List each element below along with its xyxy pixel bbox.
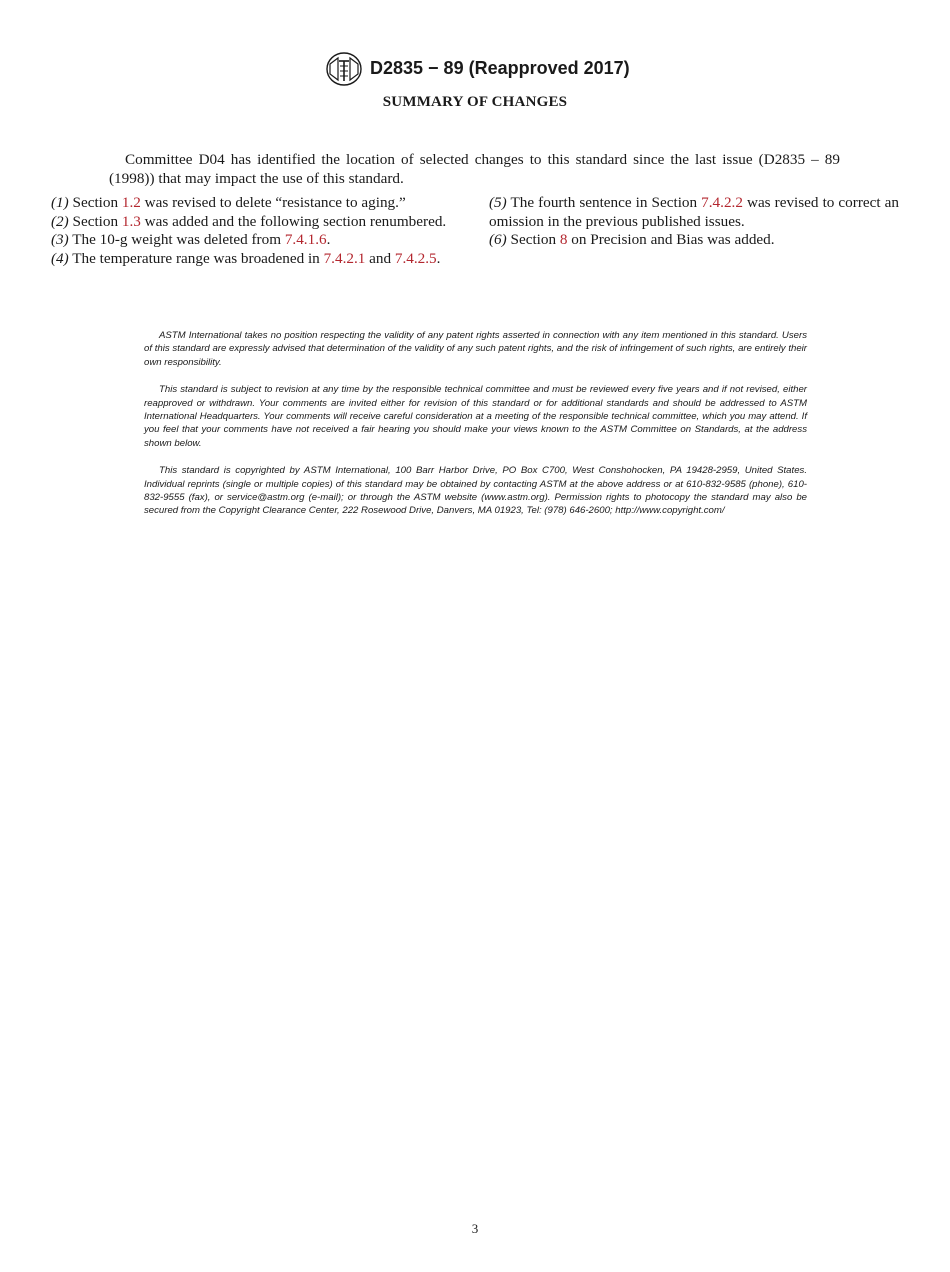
change-text: was added and the following section renumbered. (140, 212, 447, 230)
patent-notice: ASTM International takes no position respecting the validity of any patent rights asserted in connection with any item mentioned in this standard. Users of this standard are expressly advised that determination of the validity of any such patent rights, and the risk of infringement of such rights, are entirely their own responsibility. (144, 330, 807, 368)
section-link[interactable]: 7.4.2.2 (701, 194, 743, 211)
change-number: (3) (51, 231, 69, 249)
change-item-5 (489, 194, 899, 231)
change-text: on Precision and Bias was added. (567, 231, 775, 249)
revision-notice: This standard is subject to revision at any time by the responsible technical committee and must be reviewed every five years and if not revised, either reapproved or withdrawn. Your comments are invited either for revision of this standard or for additional standards and should be addressed to ASTM International Headquarters. Your comments will receive careful consideration at a meeting of the responsible technical committee, which you may attend. If you feel that your comments have not received a fair hearing you should make your views known to the ASTM Committee on Standards, at the address shown below. (144, 384, 807, 449)
change-number: (4) (51, 249, 69, 267)
change-text: . (436, 249, 441, 267)
change-number: (1) (51, 194, 69, 211)
document-designation: D2835 − 89 (Reapproved 2017) (370, 58, 630, 78)
summary-of-changes-heading: SUMMARY OF CHANGES (382, 94, 568, 110)
change-text: was revised to delete “resistance to aging.” (140, 194, 406, 211)
section-link[interactable]: 7.4.2.5 (394, 249, 437, 267)
change-text: Section (72, 212, 122, 230)
astm-logo (325, 52, 363, 86)
page-number: 3 (471, 1221, 479, 1236)
copyright-notice: This standard is copyrighted by ASTM International, 100 Barr Harbor Drive, PO Box C700, West Conshohocken, PA 19428-2959, United States. Individual reprints (single or multiple copies) of this standard may be obtained by contacting ASTM at the above address or at 610-832-9585 (phone), 610-832-9555 (fax), or service@astm.org (e-mail); or through the ASTM website (www.astm.org). Permission rights to photocopy the standard may also be secured from the Copyright Clearance Center, 222 Rosewood Drive, Danvers, MA 01923, Tel: (978) 646-2600; http://www.copyright.com/ (144, 465, 807, 517)
change-text: Section (510, 231, 560, 249)
change-number: (5) (489, 194, 507, 211)
section-link[interactable]: 8 (559, 231, 568, 249)
change-item-2 (51, 213, 461, 232)
section-link[interactable]: 1.3 (121, 212, 141, 230)
section-link[interactable]: 7.4.2.1 (323, 249, 366, 267)
changes-column-left (51, 194, 461, 268)
changes-column-right (489, 194, 899, 250)
legal-notices (144, 329, 807, 532)
change-text: . (326, 231, 331, 249)
change-item-3 (51, 231, 461, 250)
change-text: The 10-g weight was deleted from (72, 231, 285, 249)
change-item-6 (489, 231, 899, 250)
section-link[interactable]: 7.4.1.6 (284, 231, 327, 249)
change-text: was revised to correct an omission in the previous published issues. (489, 194, 899, 230)
change-number: (2) (51, 212, 69, 230)
change-text: Section (72, 194, 122, 211)
change-number: (6) (489, 231, 507, 249)
change-text: The fourth sentence in Section (510, 194, 702, 211)
summary-intro: Committee D04 has identified the location of selected changes to this standard since the last issue (D2835 – 89 (1998)) that may impact the use of this standard. (109, 151, 840, 188)
page-header (0, 52, 950, 86)
change-item-1 (51, 194, 461, 213)
section-link[interactable]: 1.2 (121, 194, 141, 211)
change-text: The temperature range was broadened in (72, 249, 324, 267)
change-item-4 (51, 250, 461, 269)
change-text: and (365, 249, 395, 267)
